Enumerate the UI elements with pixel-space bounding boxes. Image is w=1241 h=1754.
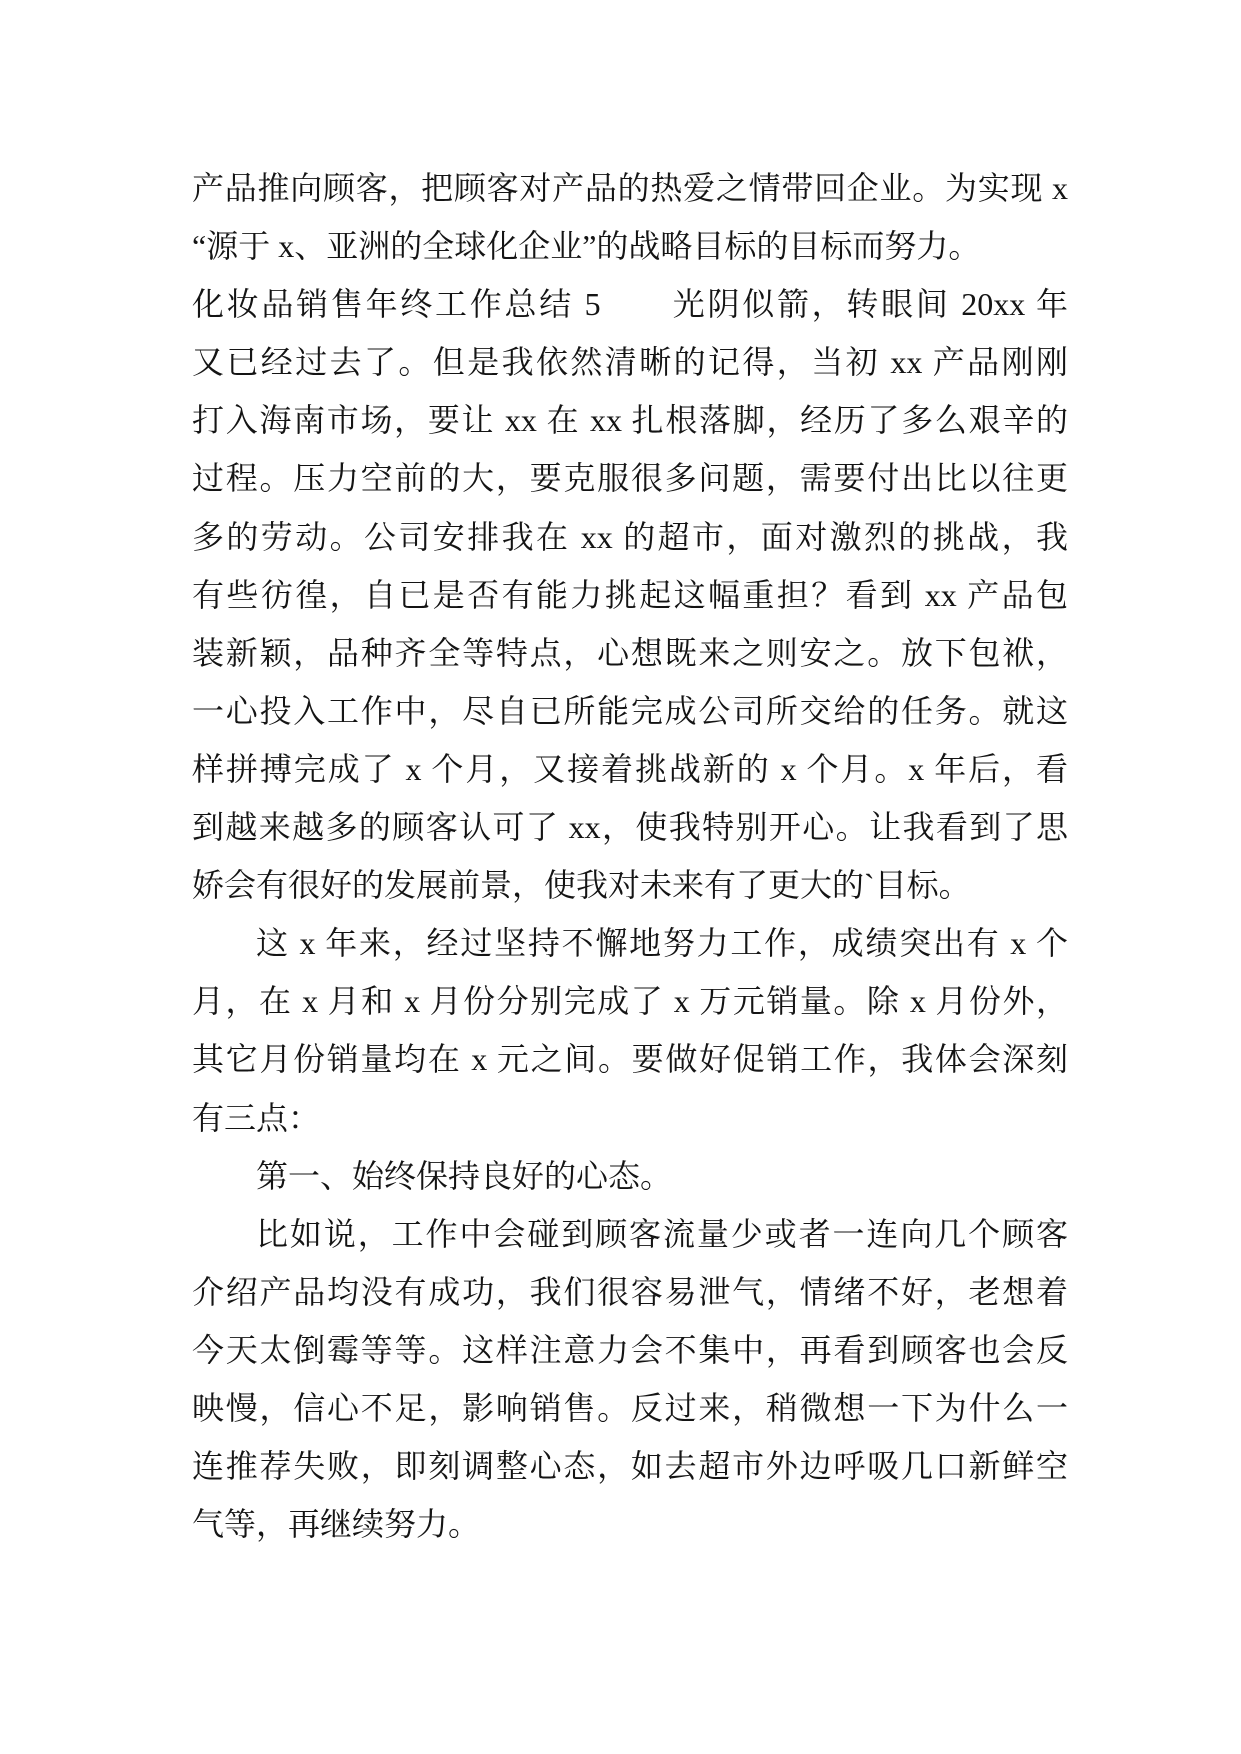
text-line: 其它月份销量均在 x 元之间。要做好促销工作，我体会深刻	[192, 1041, 1068, 1078]
paragraph	[192, 1205, 1068, 1554]
text-line: 映慢，信心不足，影响销售。反过来，稍微想一下为什么一	[192, 1389, 1068, 1426]
text-line: 第一、始终保持良好的心态。	[256, 1157, 673, 1194]
paragraph	[192, 914, 1068, 1146]
paragraph	[192, 159, 1068, 275]
text-line: 气等，再继续努力。	[192, 1506, 481, 1543]
text-line: 比如说，工作中会碰到顾客流量少或者一连向几个顾客	[256, 1215, 1068, 1252]
paragraph	[192, 1147, 1068, 1205]
text-line: 连推荐失败，即刻调整心态，如去超市外边呼吸几口新鲜空	[192, 1448, 1068, 1485]
text-line: 娇会有很好的发展前景，使我对未来有了更大的`目标。	[192, 867, 971, 904]
text-line: 月，在 x 月和 x 月份分别完成了 x 万元销量。除 x 月份外，	[192, 983, 1068, 1020]
text-line: 产品推向顾客，把顾客对产品的热爱之情带回企业。为实现 x	[192, 170, 1068, 206]
text-line: 今天太倒霉等等。这样注意力会不集中，再看到顾客也会反	[192, 1331, 1068, 1368]
text-line: 化妆品销售年终工作总结 5 光阴似箭，转眼间 20xx 年	[192, 286, 1068, 323]
text-line: 过程。压力空前的大，要克服很多问题，需要付出比以往更	[192, 460, 1068, 497]
text-line: 有三点：	[192, 1099, 321, 1136]
text-line: 打入海南市场，要让 xx 在 xx 扎根落脚，经历了多么艰辛的	[192, 402, 1068, 439]
text-line: 样拼搏完成了 x 个月，又接着挑战新的 x 个月。x 年后，看	[192, 750, 1068, 787]
text-line: 又已经过去了。但是我依然清晰的记得，当初 xx 产品刚刚	[192, 344, 1068, 381]
text-line: 有些彷徨，自已是否有能力挑起这幅重担？看到 xx 产品包	[192, 576, 1068, 613]
text-line: “源于 x、亚洲的全球化企业”的战略目标的目标而努力。	[192, 228, 981, 265]
document-body	[192, 159, 1068, 1553]
text-line: 一心投入工作中，尽自已所能完成公司所交给的任务。就这	[192, 692, 1068, 729]
text-line: 介绍产品均没有成功，我们很容易泄气，情绪不好，老想着	[192, 1273, 1068, 1310]
text-line: 到越来越多的顾客认可了 xx，使我特别开心。让我看到了思	[192, 809, 1068, 846]
paragraph	[192, 275, 1068, 914]
text-line: 这 x 年来，经过坚持不懈地努力工作，成绩突出有 x 个	[256, 925, 1068, 962]
text-line: 多的劳动。公司安排我在 xx 的超市，面对激烈的挑战，我	[192, 518, 1068, 555]
text-line: 装新颖，品种齐全等特点，心想既来之则安之。放下包袱，	[192, 634, 1068, 671]
